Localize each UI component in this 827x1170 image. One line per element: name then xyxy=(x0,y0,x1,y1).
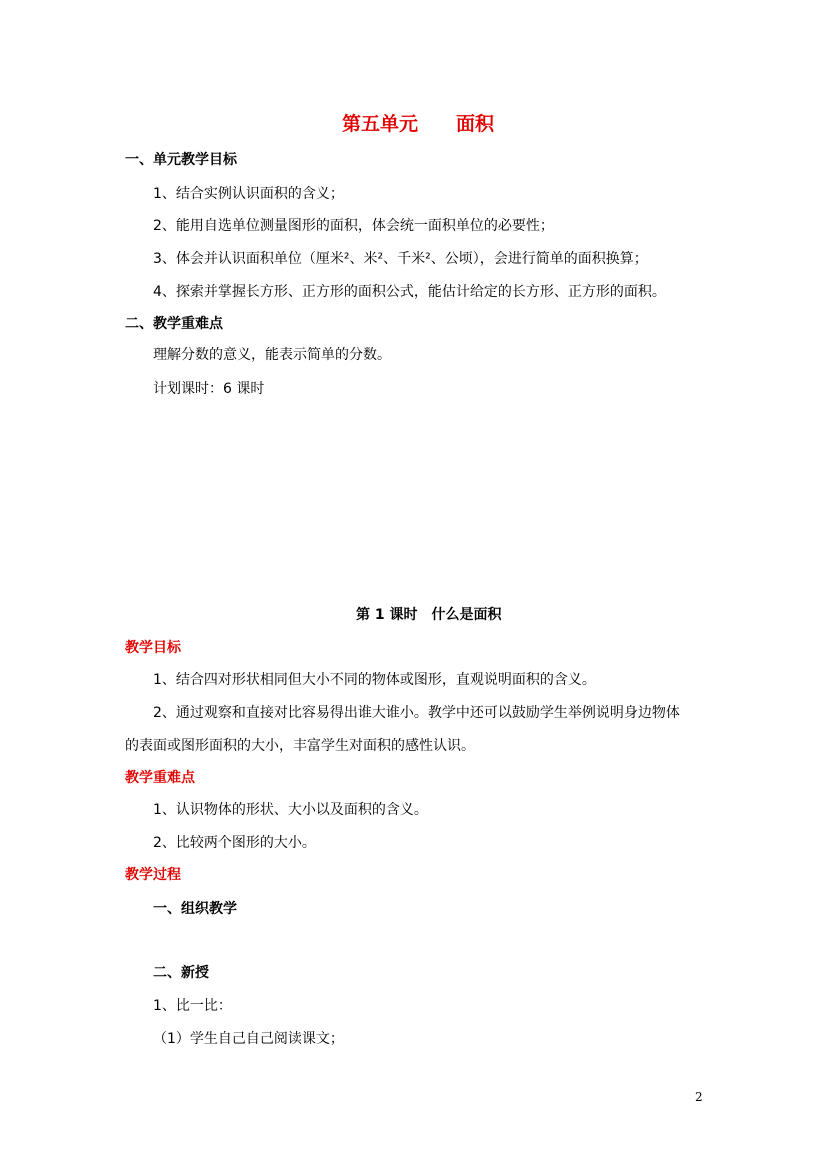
objective-item: 1、结合四对形状相同但大小不同的物体或图形，直观说明面积的含义。 xyxy=(153,672,596,688)
goal-item: 1、结合实例认识面积的含义； xyxy=(153,186,344,202)
unit-title: 第五单元 面积 xyxy=(342,113,495,135)
section-heading-goals: 一、单元教学目标 xyxy=(125,152,237,168)
objective-item: 2、通过观察和直接对比容易得出谁大谁小。教学中还可以鼓励学生举例说明身边物体 xyxy=(153,705,680,721)
process-heading: 教学过程 xyxy=(125,867,181,883)
section-heading-key-points: 二、教学重难点 xyxy=(125,316,223,332)
goal-item: 3、体会并认识面积单位（厘米²、米²、千米²、公顷），会进行简单的面积换算； xyxy=(153,251,648,267)
difficulty-item: 2、比较两个图形的大小。 xyxy=(153,835,316,851)
process-step-organize: 一、组织教学 xyxy=(153,901,237,917)
schedule-text: 计划课时：6 课时 xyxy=(153,381,265,397)
goal-item: 2、能用自选单位测量图形的面积，体会统一面积单位的必要性； xyxy=(153,218,554,234)
lesson-title: 第 1 课时 什么是面积 xyxy=(356,607,502,623)
process-item: 1、比一比： xyxy=(153,998,232,1014)
process-subitem: （1）学生自己自己阅读课文； xyxy=(153,1031,344,1047)
key-point-text: 理解分数的意义，能表示简单的分数。 xyxy=(153,347,391,363)
objectives-heading: 教学目标 xyxy=(125,640,181,656)
page-number: 2 xyxy=(695,1090,703,1104)
process-step-new-lesson: 二、新授 xyxy=(153,965,209,981)
objective-item-continued: 的表面或图形面积的大小，丰富学生对面积的感性认识。 xyxy=(125,738,475,754)
difficulties-heading: 教学重难点 xyxy=(125,770,195,786)
goal-item: 4、探索并掌握长方形、正方形的面积公式，能估计给定的长方形、正方形的面积。 xyxy=(153,284,666,300)
difficulty-item: 1、认识物体的形状、大小以及面积的含义。 xyxy=(153,802,428,818)
